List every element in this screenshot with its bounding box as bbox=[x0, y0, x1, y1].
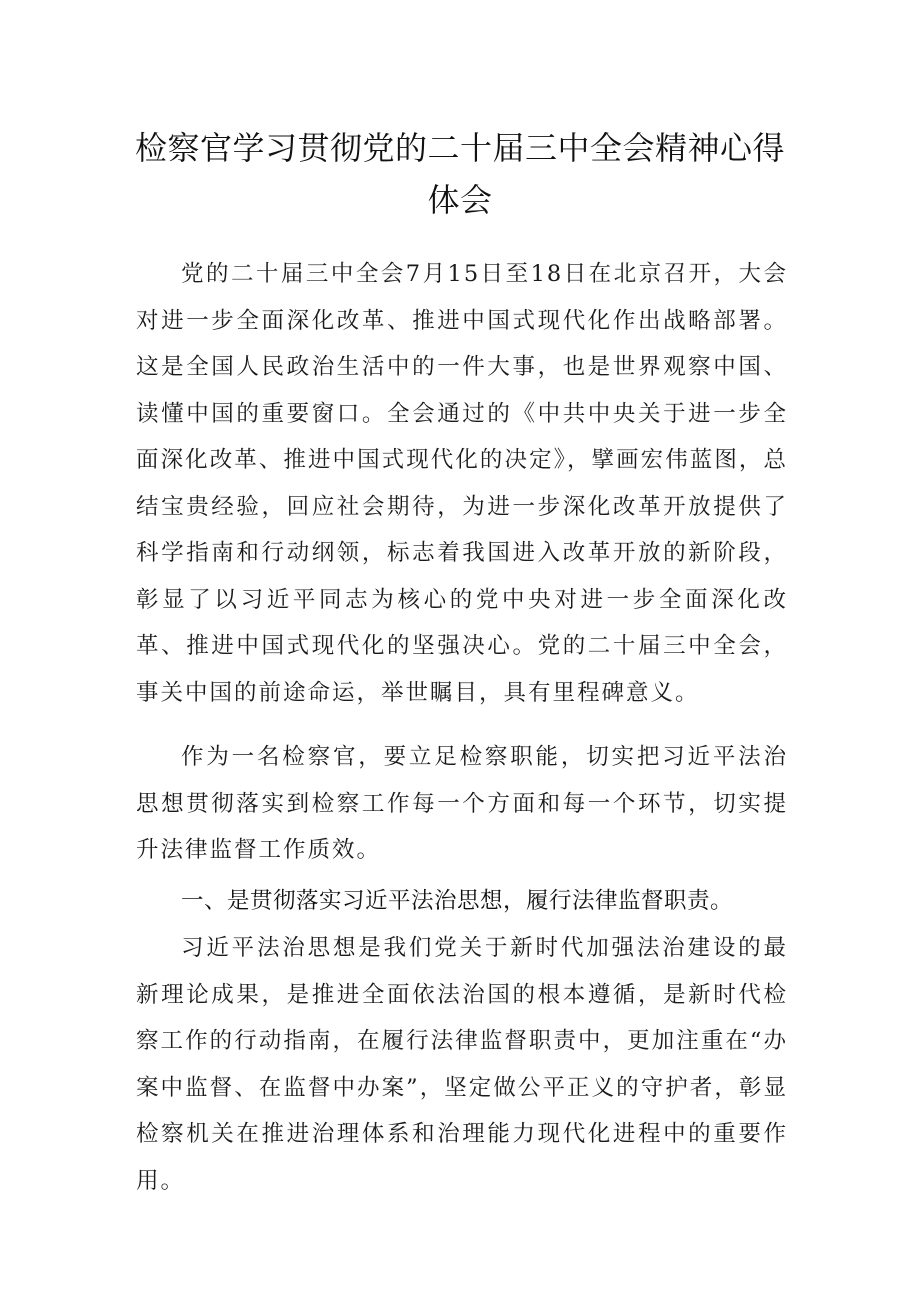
paragraph-role: 作为一名检察官，要立足检察职能，切实把习近平法治思想贯彻落实到检察工作每一个方面和每一个环节，切实提升法律监督工作质效。 bbox=[136, 744, 788, 863]
paragraph-intro: 党的二十届三中全会7月15日至18日在北京召开，大会对进一步全面深化改革、推进中国式现代化作出战略部署。这是全国人民政治生活中的一件大事，也是世界观察中国、读懂中国的重要窗口。全会通过的《中共中央关于进一步全面深化改革、推进中国式现代化的决定》，擘画宏伟蓝图，总结宝贵经验，回应社会期待，为进一步深化改革开放提供了科学指南和行动纲领，标志着我国进入改革开放的新阶段，彰显了以习近平同志为核心的党中央对进一步全面深化改革、推进中国式现代化的坚强决心。党的二十届三中全会，事关中国的前途命运，举世瞩目，具有里程碑意义。 bbox=[136, 261, 788, 706]
document-title bbox=[130, 122, 790, 226]
document-title-line-1: 检察官学习贯彻党的二十届三中全会精神心得 bbox=[134, 129, 785, 167]
paragraph-section-1: 习近平法治思想是我们党关于新时代加强法治建设的最新理论成果，是推进全面依法治国的根本遵循，是新时代检察工作的行动指南，在履行法律监督职责中，更加注重在“办案中监督、在监督中办案”，坚定做公平正义的守护者，彰显检察机关在推进治理体系和治理能力现代化进程中的重要作用。 bbox=[136, 935, 788, 1194]
document-title-line-2: 体会 bbox=[427, 181, 493, 219]
section-heading-1: 一、是贯彻落实习近平法治思想，履行法律监督职责。 bbox=[181, 888, 734, 914]
